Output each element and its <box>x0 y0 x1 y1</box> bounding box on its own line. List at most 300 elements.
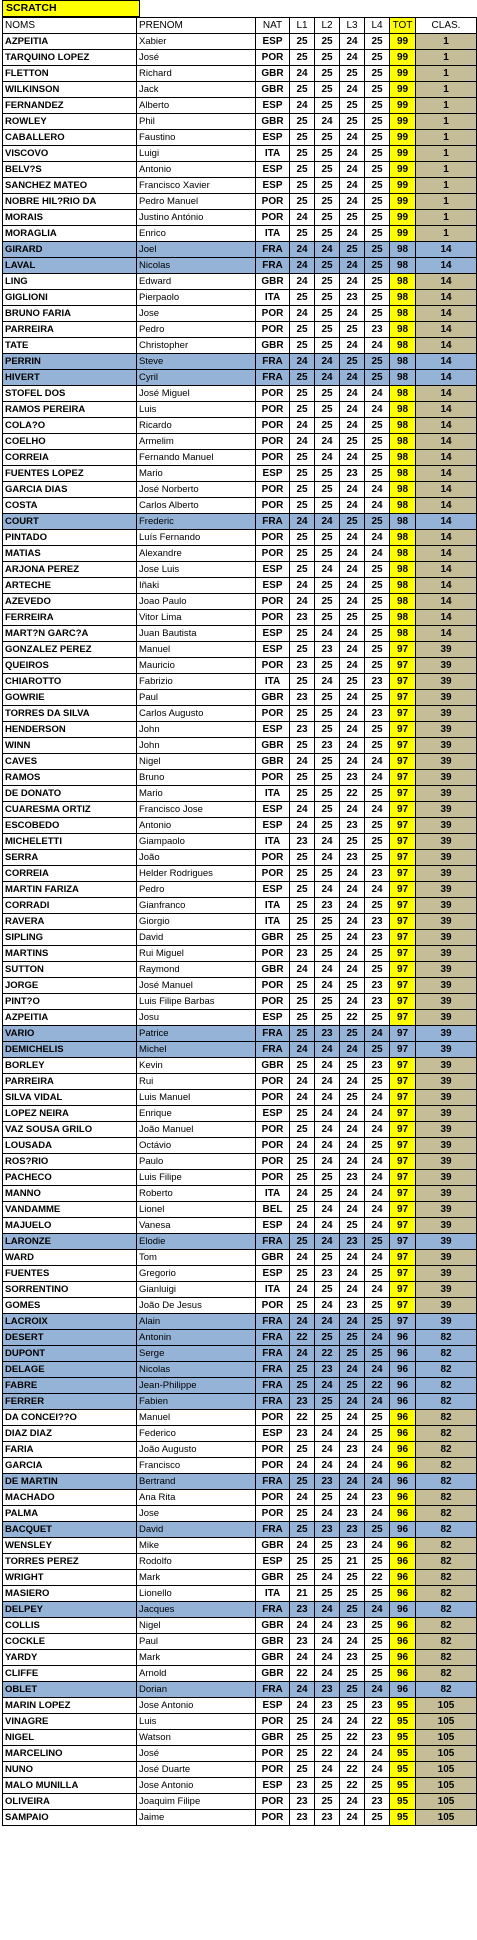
cell-prenom[interactable]: Mario <box>137 786 256 802</box>
cell-l3[interactable]: 24 <box>340 50 365 66</box>
cell-l1[interactable]: 25 <box>290 1234 315 1250</box>
cell-nat[interactable]: POR <box>256 450 290 466</box>
cell-tot[interactable]: 97 <box>390 1250 416 1266</box>
cell-l3[interactable]: 24 <box>340 338 365 354</box>
cell-nat[interactable]: ITA <box>256 674 290 690</box>
cell-nom[interactable]: OLIVEIRA <box>3 1794 137 1810</box>
cell-tot[interactable]: 98 <box>390 402 416 418</box>
cell-nat[interactable]: POR <box>256 386 290 402</box>
cell-nat[interactable]: ESP <box>256 818 290 834</box>
cell-nat[interactable]: GBR <box>256 1730 290 1746</box>
cell-l1[interactable]: 25 <box>290 1106 315 1122</box>
cell-prenom[interactable]: Paul <box>137 690 256 706</box>
cell-l3[interactable]: 24 <box>340 450 365 466</box>
cell-clas[interactable]: 14 <box>416 434 477 450</box>
cell-nat[interactable]: ESP <box>256 578 290 594</box>
cell-clas[interactable]: 1 <box>416 130 477 146</box>
cell-l3[interactable]: 24 <box>340 1490 365 1506</box>
cell-l2[interactable]: 24 <box>315 1298 340 1314</box>
cell-l1[interactable]: 25 <box>290 146 315 162</box>
cell-l1[interactable]: 25 <box>290 130 315 146</box>
cell-nom[interactable]: JORGE <box>3 978 137 994</box>
cell-l2[interactable]: 25 <box>315 1778 340 1794</box>
cell-l4[interactable]: 25 <box>365 466 390 482</box>
cell-tot[interactable]: 95 <box>390 1714 416 1730</box>
cell-nom[interactable]: MARTIN FARIZA <box>3 882 137 898</box>
cell-l3[interactable]: 25 <box>340 434 365 450</box>
cell-l3[interactable]: 25 <box>340 1026 365 1042</box>
cell-tot[interactable]: 97 <box>390 882 416 898</box>
cell-nat[interactable]: GBR <box>256 274 290 290</box>
cell-prenom[interactable]: Pedro Manuel <box>137 194 256 210</box>
cell-nom[interactable]: CLIFFE <box>3 1666 137 1682</box>
cell-prenom[interactable]: Xabier <box>137 34 256 50</box>
cell-tot[interactable]: 96 <box>390 1634 416 1650</box>
cell-l2[interactable]: 24 <box>315 1618 340 1634</box>
cell-l4[interactable]: 25 <box>365 850 390 866</box>
header-noms[interactable]: NOMS <box>3 18 137 34</box>
cell-nom[interactable]: MART?N GARC?A <box>3 626 137 642</box>
cell-l3[interactable]: 25 <box>340 1090 365 1106</box>
cell-nat[interactable]: POR <box>256 978 290 994</box>
cell-clas[interactable]: 1 <box>416 194 477 210</box>
cell-nom[interactable]: RAVERA <box>3 914 137 930</box>
cell-l3[interactable]: 23 <box>340 1234 365 1250</box>
cell-l4[interactable]: 22 <box>365 1570 390 1586</box>
cell-clas[interactable]: 39 <box>416 930 477 946</box>
cell-l1[interactable]: 25 <box>290 114 315 130</box>
cell-l3[interactable]: 24 <box>340 882 365 898</box>
cell-tot[interactable]: 97 <box>390 818 416 834</box>
cell-nat[interactable]: ITA <box>256 898 290 914</box>
cell-nom[interactable]: GARCIA DIAS <box>3 482 137 498</box>
cell-l2[interactable]: 25 <box>315 162 340 178</box>
cell-nom[interactable]: COCKLE <box>3 1634 137 1650</box>
cell-l3[interactable]: 24 <box>340 1042 365 1058</box>
cell-l1[interactable]: 24 <box>290 1458 315 1474</box>
cell-l1[interactable]: 25 <box>290 1506 315 1522</box>
cell-l1[interactable]: 25 <box>290 1570 315 1586</box>
cell-nom[interactable]: HENDERSON <box>3 722 137 738</box>
cell-nom[interactable]: RAMOS PEREIRA <box>3 402 137 418</box>
cell-tot[interactable]: 96 <box>390 1330 416 1346</box>
cell-nom[interactable]: STOFEL DOS <box>3 386 137 402</box>
cell-l3[interactable]: 24 <box>340 194 365 210</box>
cell-nom[interactable]: ARJONA PEREZ <box>3 562 137 578</box>
cell-nom[interactable]: PARREIRA <box>3 1074 137 1090</box>
cell-l3[interactable]: 24 <box>340 962 365 978</box>
cell-l2[interactable]: 22 <box>315 1346 340 1362</box>
cell-tot[interactable]: 98 <box>390 242 416 258</box>
cell-l2[interactable]: 25 <box>315 530 340 546</box>
cell-l3[interactable]: 25 <box>340 1698 365 1714</box>
cell-clas[interactable]: 14 <box>416 450 477 466</box>
cell-l3[interactable]: 25 <box>340 1058 365 1074</box>
cell-prenom[interactable]: John <box>137 722 256 738</box>
cell-nat[interactable]: FRA <box>256 1346 290 1362</box>
cell-nom[interactable]: CORRADI <box>3 898 137 914</box>
cell-l4[interactable]: 25 <box>365 354 390 370</box>
cell-nom[interactable]: CABALLERO <box>3 130 137 146</box>
cell-nat[interactable]: POR <box>256 1762 290 1778</box>
cell-nat[interactable]: FRA <box>256 1394 290 1410</box>
cell-clas[interactable]: 39 <box>416 642 477 658</box>
cell-nom[interactable]: COURT <box>3 514 137 530</box>
cell-prenom[interactable]: Mike <box>137 1538 256 1554</box>
cell-nom[interactable]: NIGEL <box>3 1730 137 1746</box>
cell-prenom[interactable]: Enrique <box>137 1106 256 1122</box>
cell-prenom[interactable]: Rodolfo <box>137 1554 256 1570</box>
cell-prenom[interactable]: Rui <box>137 1074 256 1090</box>
cell-l4[interactable]: 25 <box>365 1618 390 1634</box>
cell-nom[interactable]: CORREIA <box>3 866 137 882</box>
cell-l1[interactable]: 25 <box>290 1170 315 1186</box>
cell-tot[interactable]: 97 <box>390 1282 416 1298</box>
cell-l2[interactable]: 25 <box>315 754 340 770</box>
cell-l3[interactable]: 25 <box>340 610 365 626</box>
cell-l1[interactable]: 25 <box>290 866 315 882</box>
cell-l4[interactable]: 25 <box>365 306 390 322</box>
cell-nom[interactable]: YARDY <box>3 1650 137 1666</box>
cell-l4[interactable]: 25 <box>365 1410 390 1426</box>
cell-l3[interactable]: 24 <box>340 802 365 818</box>
cell-tot[interactable]: 97 <box>390 1186 416 1202</box>
cell-l4[interactable]: 25 <box>365 578 390 594</box>
cell-nat[interactable]: ESP <box>256 162 290 178</box>
cell-l1[interactable]: 23 <box>290 1794 315 1810</box>
cell-prenom[interactable]: Christopher <box>137 338 256 354</box>
cell-clas[interactable]: 82 <box>416 1458 477 1474</box>
cell-tot[interactable]: 96 <box>390 1650 416 1666</box>
cell-l1[interactable]: 25 <box>290 674 315 690</box>
cell-l3[interactable]: 24 <box>340 1474 365 1490</box>
cell-l2[interactable]: 25 <box>315 386 340 402</box>
cell-l4[interactable]: 23 <box>365 1698 390 1714</box>
cell-l2[interactable]: 24 <box>315 1218 340 1234</box>
cell-nat[interactable]: GBR <box>256 754 290 770</box>
cell-l4[interactable]: 25 <box>365 738 390 754</box>
cell-tot[interactable]: 96 <box>390 1346 416 1362</box>
cell-l3[interactable]: 24 <box>340 226 365 242</box>
cell-clas[interactable]: 82 <box>416 1490 477 1506</box>
cell-l2[interactable]: 23 <box>315 1266 340 1282</box>
cell-l3[interactable]: 24 <box>340 258 365 274</box>
cell-l1[interactable]: 25 <box>290 1122 315 1138</box>
cell-l2[interactable]: 25 <box>315 98 340 114</box>
cell-tot[interactable]: 97 <box>390 1074 416 1090</box>
cell-nat[interactable]: POR <box>256 1506 290 1522</box>
cell-l1[interactable]: 25 <box>290 466 315 482</box>
cell-l3[interactable]: 24 <box>340 706 365 722</box>
cell-l4[interactable]: 24 <box>365 386 390 402</box>
cell-l4[interactable]: 25 <box>365 226 390 242</box>
cell-l4[interactable]: 23 <box>365 322 390 338</box>
cell-l3[interactable]: 24 <box>340 1410 365 1426</box>
cell-l3[interactable]: 25 <box>340 1570 365 1586</box>
cell-l4[interactable]: 24 <box>365 1746 390 1762</box>
cell-l3[interactable]: 22 <box>340 1762 365 1778</box>
cell-l2[interactable]: 24 <box>315 1122 340 1138</box>
cell-clas[interactable]: 39 <box>416 1010 477 1026</box>
cell-l4[interactable]: 25 <box>365 1010 390 1026</box>
cell-nom[interactable]: NOBRE HIL?RIO DA <box>3 194 137 210</box>
cell-nat[interactable]: FRA <box>256 1602 290 1618</box>
cell-nat[interactable]: POR <box>256 1090 290 1106</box>
cell-nat[interactable]: ESP <box>256 802 290 818</box>
cell-nat[interactable]: ESP <box>256 882 290 898</box>
cell-l1[interactable]: 25 <box>290 738 315 754</box>
cell-l1[interactable]: 25 <box>290 1378 315 1394</box>
cell-nat[interactable]: GBR <box>256 66 290 82</box>
cell-l1[interactable]: 25 <box>290 914 315 930</box>
cell-tot[interactable]: 98 <box>390 562 416 578</box>
cell-nat[interactable]: POR <box>256 770 290 786</box>
cell-nat[interactable]: GBR <box>256 82 290 98</box>
cell-l3[interactable]: 24 <box>340 1810 365 1826</box>
cell-prenom[interactable]: Patrice <box>137 1026 256 1042</box>
cell-l2[interactable]: 23 <box>315 1474 340 1490</box>
cell-l2[interactable]: 25 <box>315 130 340 146</box>
cell-l3[interactable]: 24 <box>340 1266 365 1282</box>
cell-nom[interactable]: MICHELETTI <box>3 834 137 850</box>
cell-l4[interactable]: 23 <box>365 674 390 690</box>
cell-prenom[interactable]: Carlos Alberto <box>137 498 256 514</box>
cell-nom[interactable]: PERRIN <box>3 354 137 370</box>
cell-l4[interactable]: 25 <box>365 514 390 530</box>
cell-l3[interactable]: 24 <box>340 130 365 146</box>
cell-l2[interactable]: 24 <box>315 1650 340 1666</box>
cell-l2[interactable]: 25 <box>315 274 340 290</box>
cell-prenom[interactable]: Jack <box>137 82 256 98</box>
cell-nom[interactable]: WILKINSON <box>3 82 137 98</box>
cell-l1[interactable]: 24 <box>290 1250 315 1266</box>
cell-nat[interactable]: GBR <box>256 930 290 946</box>
cell-l2[interactable]: 24 <box>315 114 340 130</box>
cell-nat[interactable]: FRA <box>256 1026 290 1042</box>
cell-l3[interactable]: 24 <box>340 162 365 178</box>
cell-nat[interactable]: ESP <box>256 1554 290 1570</box>
cell-nat[interactable]: FRA <box>256 1682 290 1698</box>
cell-l3[interactable]: 24 <box>340 898 365 914</box>
cell-l3[interactable]: 25 <box>340 1666 365 1682</box>
cell-nat[interactable]: GBR <box>256 738 290 754</box>
cell-nat[interactable]: FRA <box>256 1378 290 1394</box>
cell-l4[interactable]: 25 <box>365 34 390 50</box>
cell-tot[interactable]: 99 <box>390 162 416 178</box>
cell-l3[interactable]: 24 <box>340 914 365 930</box>
cell-l4[interactable]: 25 <box>365 82 390 98</box>
cell-clas[interactable]: 39 <box>416 770 477 786</box>
cell-l2[interactable]: 25 <box>315 482 340 498</box>
cell-tot[interactable]: 98 <box>390 498 416 514</box>
cell-prenom[interactable]: Fabrizio <box>137 674 256 690</box>
cell-tot[interactable]: 97 <box>390 850 416 866</box>
cell-tot[interactable]: 97 <box>390 1314 416 1330</box>
cell-nom[interactable]: DESERT <box>3 1330 137 1346</box>
cell-nom[interactable]: COELHO <box>3 434 137 450</box>
cell-nat[interactable]: FRA <box>256 1314 290 1330</box>
cell-l4[interactable]: 25 <box>365 962 390 978</box>
cell-nat[interactable]: ESP <box>256 722 290 738</box>
cell-nat[interactable]: ESP <box>256 34 290 50</box>
cell-l3[interactable]: 24 <box>340 178 365 194</box>
cell-nat[interactable]: ITA <box>256 226 290 242</box>
cell-nom[interactable]: SUTTON <box>3 962 137 978</box>
cell-l2[interactable]: 25 <box>315 802 340 818</box>
cell-nom[interactable]: GARCIA <box>3 1458 137 1474</box>
cell-l1[interactable]: 25 <box>290 162 315 178</box>
cell-nom[interactable]: PALMA <box>3 1506 137 1522</box>
cell-l4[interactable]: 25 <box>365 50 390 66</box>
cell-prenom[interactable]: José <box>137 1746 256 1762</box>
cell-tot[interactable]: 98 <box>390 354 416 370</box>
cell-tot[interactable]: 95 <box>390 1810 416 1826</box>
cell-tot[interactable]: 99 <box>390 130 416 146</box>
cell-tot[interactable]: 97 <box>390 1010 416 1026</box>
cell-l2[interactable]: 25 <box>315 706 340 722</box>
cell-l4[interactable]: 24 <box>365 1458 390 1474</box>
cell-tot[interactable]: 97 <box>390 738 416 754</box>
cell-l1[interactable]: 24 <box>290 1682 315 1698</box>
cell-l2[interactable]: 24 <box>315 1506 340 1522</box>
cell-prenom[interactable]: Mario <box>137 466 256 482</box>
cell-l1[interactable]: 25 <box>290 930 315 946</box>
cell-clas[interactable]: 39 <box>416 1202 477 1218</box>
cell-clas[interactable]: 39 <box>416 1154 477 1170</box>
cell-l2[interactable]: 25 <box>315 1186 340 1202</box>
cell-prenom[interactable]: Octávio <box>137 1138 256 1154</box>
cell-nat[interactable]: POR <box>256 594 290 610</box>
cell-l4[interactable]: 24 <box>365 498 390 514</box>
cell-l3[interactable]: 23 <box>340 1298 365 1314</box>
cell-tot[interactable]: 97 <box>390 1218 416 1234</box>
cell-prenom[interactable]: Bertrand <box>137 1474 256 1490</box>
cell-l2[interactable]: 23 <box>315 1362 340 1378</box>
cell-nom[interactable]: DIAZ DIAZ <box>3 1426 137 1442</box>
cell-l1[interactable]: 24 <box>290 242 315 258</box>
cell-l4[interactable]: 24 <box>365 1762 390 1778</box>
cell-prenom[interactable]: Enrico <box>137 226 256 242</box>
cell-nom[interactable]: MARIN LOPEZ <box>3 1698 137 1714</box>
cell-clas[interactable]: 14 <box>416 546 477 562</box>
cell-l2[interactable]: 25 <box>315 1586 340 1602</box>
cell-nom[interactable]: GOMES <box>3 1298 137 1314</box>
cell-tot[interactable]: 97 <box>390 1090 416 1106</box>
cell-tot[interactable]: 97 <box>390 834 416 850</box>
cell-nom[interactable]: BORLEY <box>3 1058 137 1074</box>
cell-l4[interactable]: 25 <box>365 690 390 706</box>
cell-l4[interactable]: 25 <box>365 1346 390 1362</box>
cell-l2[interactable]: 24 <box>315 242 340 258</box>
cell-nat[interactable]: FRA <box>256 354 290 370</box>
cell-l4[interactable]: 25 <box>365 162 390 178</box>
cell-tot[interactable]: 98 <box>390 482 416 498</box>
cell-nat[interactable]: POR <box>256 1794 290 1810</box>
cell-l2[interactable]: 25 <box>315 1730 340 1746</box>
cell-l1[interactable]: 25 <box>290 450 315 466</box>
cell-l1[interactable]: 25 <box>290 1442 315 1458</box>
cell-clas[interactable]: 1 <box>416 50 477 66</box>
cell-prenom[interactable]: Nicolas <box>137 1362 256 1378</box>
cell-l2[interactable]: 24 <box>315 674 340 690</box>
cell-tot[interactable]: 98 <box>390 386 416 402</box>
cell-l4[interactable]: 25 <box>365 450 390 466</box>
cell-l3[interactable]: 24 <box>340 578 365 594</box>
cell-l4[interactable]: 25 <box>365 642 390 658</box>
cell-nat[interactable]: POR <box>256 946 290 962</box>
cell-tot[interactable]: 96 <box>390 1602 416 1618</box>
cell-nat[interactable]: FRA <box>256 370 290 386</box>
cell-clas[interactable]: 39 <box>416 866 477 882</box>
cell-clas[interactable]: 39 <box>416 978 477 994</box>
cell-l2[interactable]: 24 <box>315 1042 340 1058</box>
cell-prenom[interactable]: Alain <box>137 1314 256 1330</box>
cell-prenom[interactable]: Nigel <box>137 754 256 770</box>
cell-l1[interactable]: 25 <box>290 50 315 66</box>
cell-nom[interactable]: MORAIS <box>3 210 137 226</box>
cell-prenom[interactable]: Gianluigi <box>137 1282 256 1298</box>
cell-nat[interactable]: ITA <box>256 146 290 162</box>
cell-l1[interactable]: 25 <box>290 706 315 722</box>
cell-nat[interactable]: POR <box>256 1122 290 1138</box>
cell-nat[interactable]: POR <box>256 402 290 418</box>
cell-nat[interactable]: ESP <box>256 130 290 146</box>
cell-l3[interactable]: 24 <box>340 658 365 674</box>
cell-l3[interactable]: 25 <box>340 978 365 994</box>
cell-tot[interactable]: 97 <box>390 1138 416 1154</box>
cell-l1[interactable]: 25 <box>290 498 315 514</box>
cell-nat[interactable]: FRA <box>256 258 290 274</box>
cell-nat[interactable]: GBR <box>256 1618 290 1634</box>
cell-l2[interactable]: 25 <box>315 1330 340 1346</box>
cell-clas[interactable]: 82 <box>416 1506 477 1522</box>
cell-nat[interactable]: GBR <box>256 1058 290 1074</box>
cell-l1[interactable]: 23 <box>290 1778 315 1794</box>
cell-clas[interactable]: 82 <box>416 1426 477 1442</box>
cell-nom[interactable]: FLETTON <box>3 66 137 82</box>
cell-l4[interactable]: 24 <box>365 1090 390 1106</box>
cell-l2[interactable]: 24 <box>315 562 340 578</box>
cell-l4[interactable]: 25 <box>365 1810 390 1826</box>
cell-nom[interactable]: SANCHEZ MATEO <box>3 178 137 194</box>
cell-tot[interactable]: 97 <box>390 642 416 658</box>
cell-l3[interactable]: 24 <box>340 546 365 562</box>
cell-l2[interactable]: 24 <box>315 1634 340 1650</box>
cell-tot[interactable]: 97 <box>390 706 416 722</box>
cell-l1[interactable]: 24 <box>290 1074 315 1090</box>
cell-prenom[interactable]: Giampaolo <box>137 834 256 850</box>
cell-clas[interactable]: 1 <box>416 210 477 226</box>
cell-tot[interactable]: 99 <box>390 34 416 50</box>
cell-tot[interactable]: 97 <box>390 802 416 818</box>
cell-nat[interactable]: GBR <box>256 1250 290 1266</box>
cell-nat[interactable]: POR <box>256 210 290 226</box>
cell-l1[interactable]: 23 <box>290 834 315 850</box>
cell-l3[interactable]: 24 <box>340 994 365 1010</box>
cell-nom[interactable]: WINN <box>3 738 137 754</box>
cell-tot[interactable]: 98 <box>390 466 416 482</box>
cell-nom[interactable]: PINTADO <box>3 530 137 546</box>
cell-l1[interactable]: 25 <box>290 850 315 866</box>
cell-clas[interactable]: 82 <box>416 1618 477 1634</box>
cell-clas[interactable]: 39 <box>416 1186 477 1202</box>
cell-tot[interactable]: 98 <box>390 290 416 306</box>
cell-clas[interactable]: 39 <box>416 994 477 1010</box>
cell-tot[interactable]: 96 <box>390 1666 416 1682</box>
cell-l1[interactable]: 25 <box>290 1298 315 1314</box>
cell-l1[interactable]: 23 <box>290 658 315 674</box>
cell-l4[interactable]: 24 <box>365 1186 390 1202</box>
